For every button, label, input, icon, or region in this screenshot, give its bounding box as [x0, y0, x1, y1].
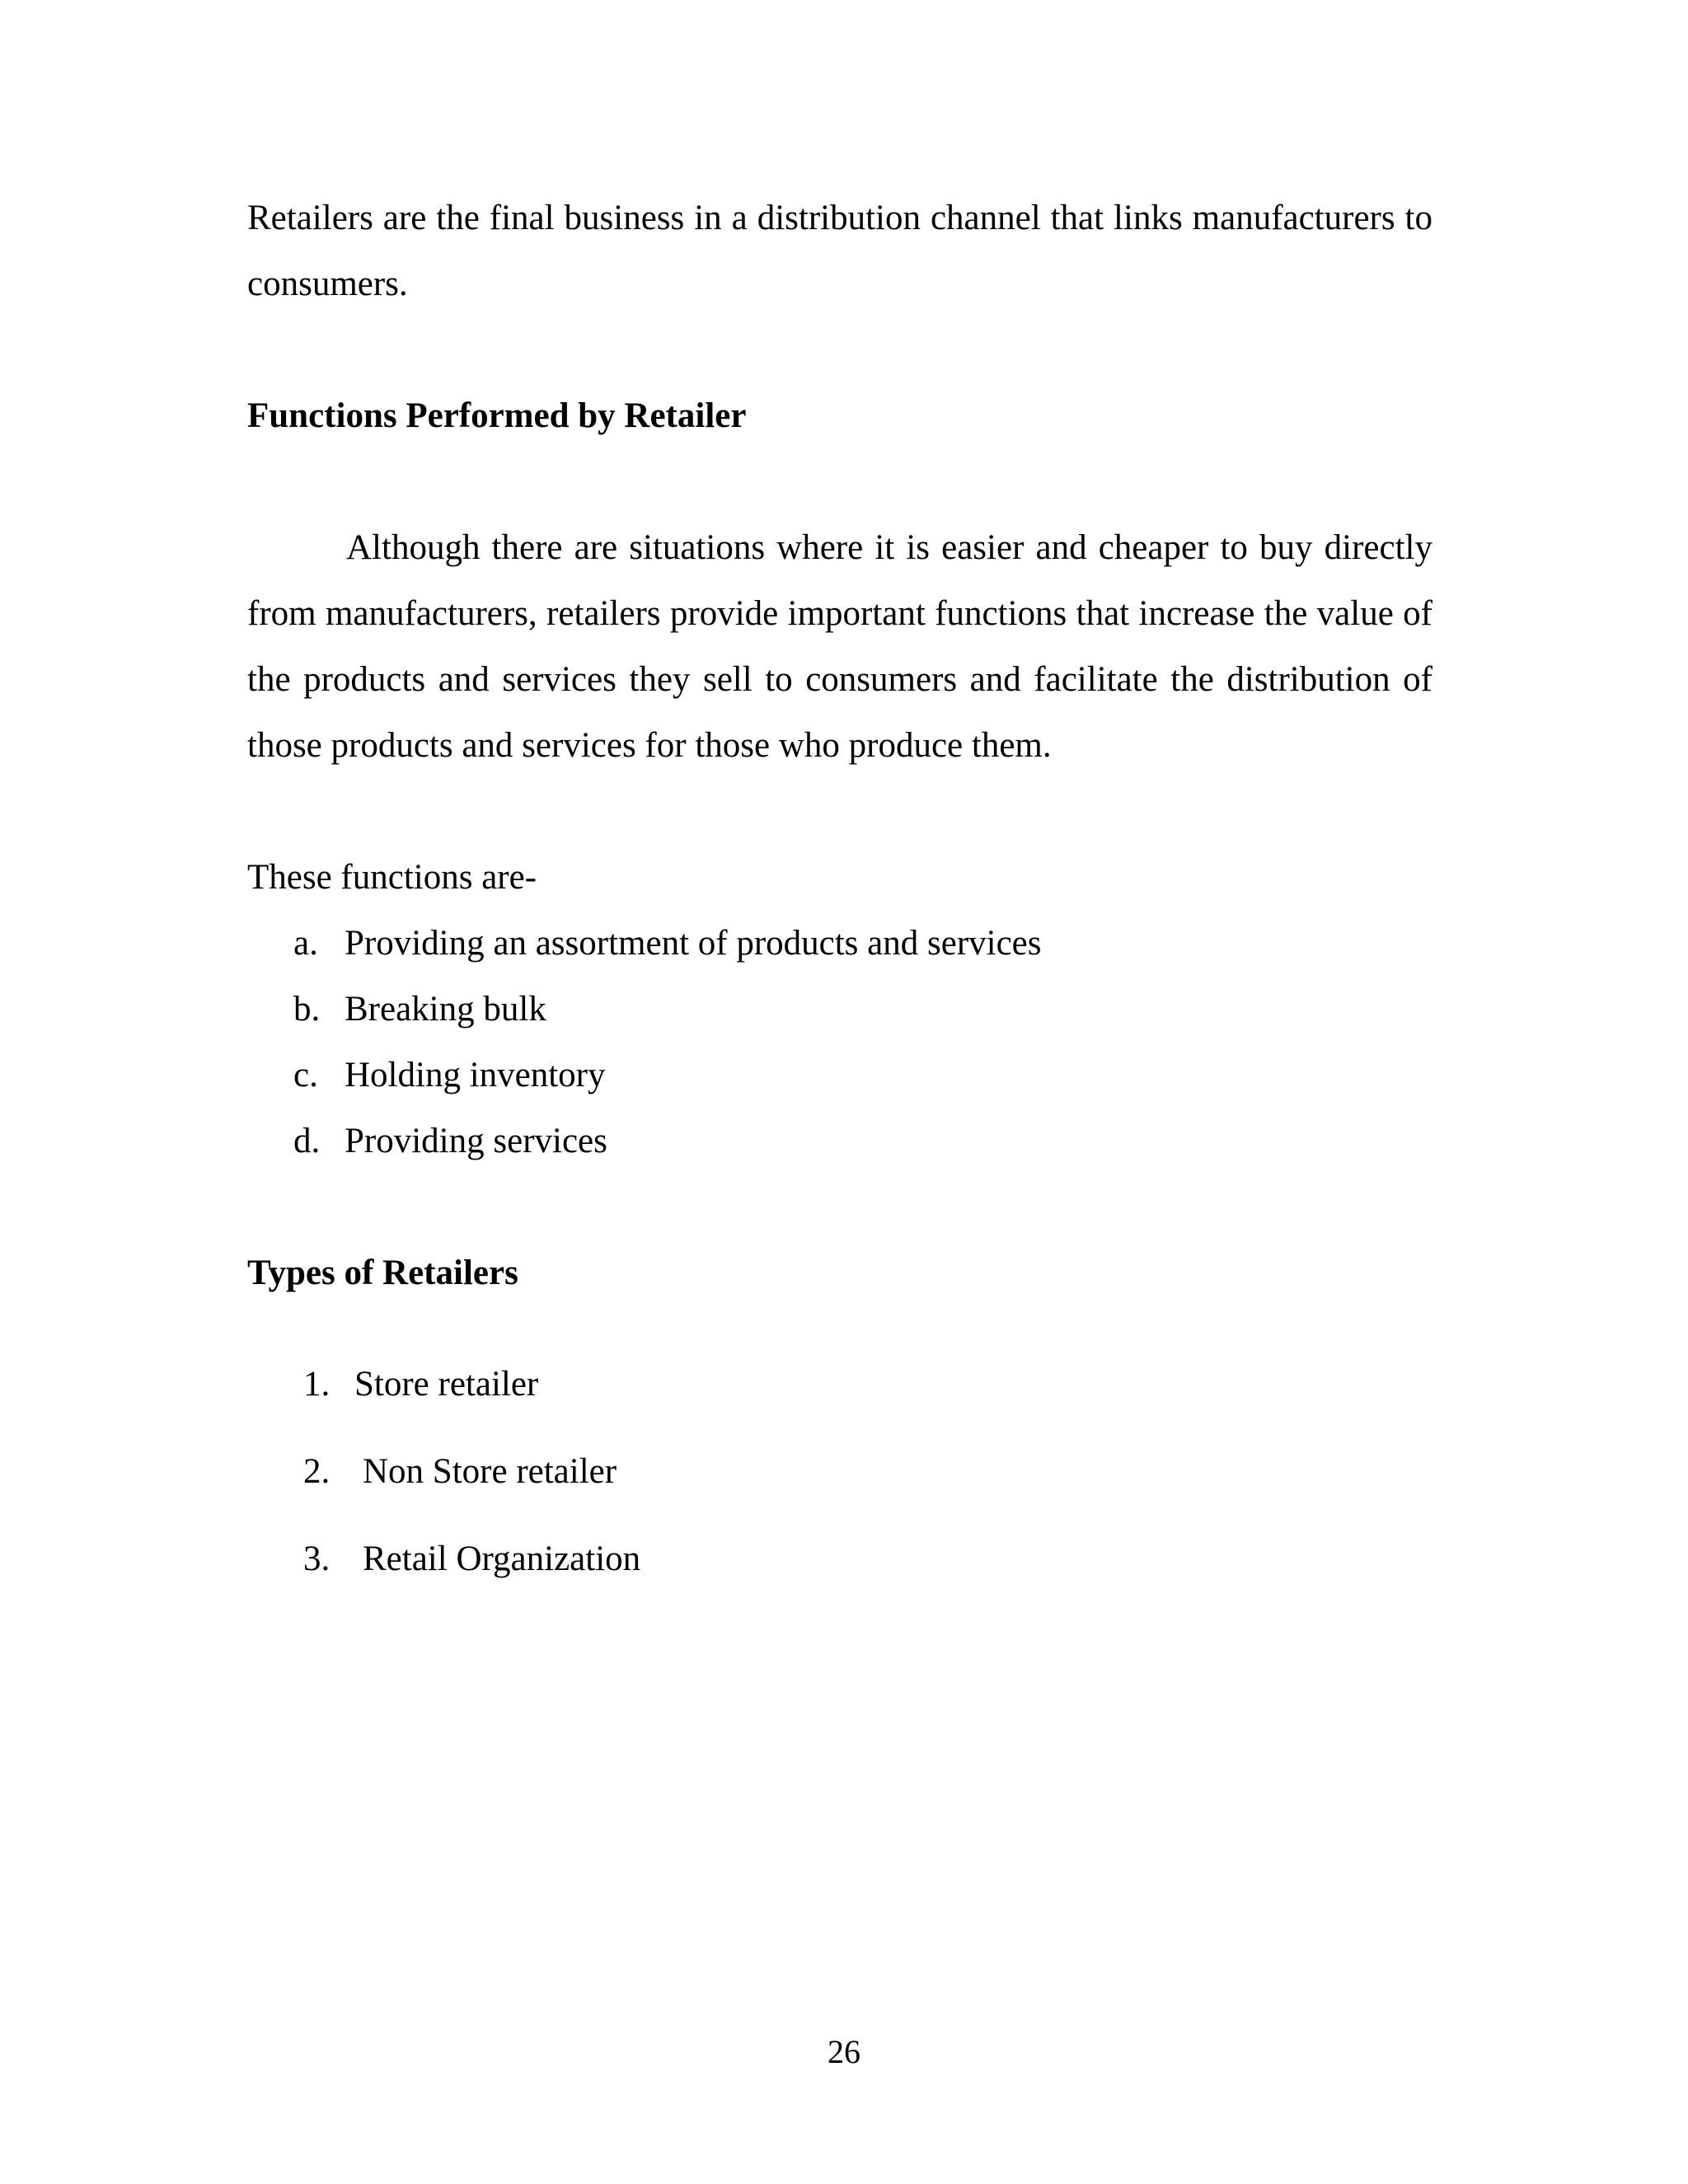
list-marker: 1. [303, 1365, 331, 1404]
list-item-text: Providing an assortment of products and services [345, 924, 1042, 963]
intro-paragraph: Retailers are the final business in a distribution channel that links manufacturers to consumers. [247, 199, 1432, 303]
list-item-text: Holding inventory [345, 1056, 606, 1094]
list-item-text: Store retailer [354, 1365, 539, 1404]
list-marker: a. [293, 924, 318, 963]
types-heading: Types of Retailers [247, 1254, 518, 1292]
list-marker: d. [293, 1122, 321, 1160]
functions-list-intro: These functions are- [247, 858, 537, 897]
list-item-text: Non Store retailer [363, 1452, 617, 1491]
functions-paragraph: Although there are situations where it is easier and cheaper to buy directly from manufacturers, retailers provide important functions that increase the value of the products and services they sell to consumers and facilitate the distribution of those products and services for those who produce them. [247, 528, 1432, 765]
list-item-text: Breaking bulk [345, 990, 546, 1029]
list-item-text: Providing services [345, 1122, 607, 1160]
list-item-text: Retail Organization [363, 1540, 641, 1578]
list-marker: 2. [303, 1452, 331, 1491]
list-marker: 3. [303, 1540, 331, 1578]
functions-heading: Functions Performed by Retailer [247, 396, 747, 435]
list-marker: c. [293, 1056, 318, 1094]
list-marker: b. [293, 990, 321, 1029]
page-number: 26 [828, 2033, 860, 2070]
